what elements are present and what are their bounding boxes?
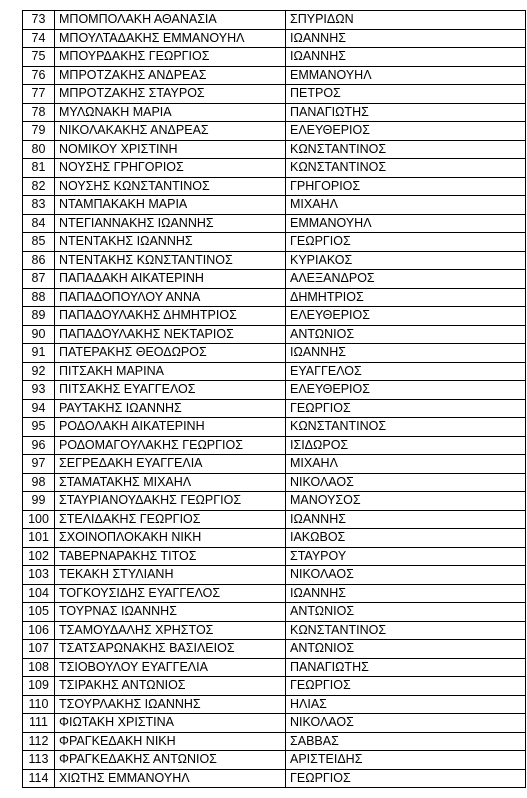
row-number: 111 bbox=[23, 714, 55, 733]
father-name: ΑΝΤΩΝΙΟΣ bbox=[286, 640, 526, 659]
full-name: ΝΤΕΝΤΑΚΗΣ ΚΩΝΣΤΑΝΤΙΝΟΣ bbox=[55, 251, 286, 270]
table-row bbox=[23, 473, 526, 492]
father-name: ΙΑΚΩΒΟΣ bbox=[286, 529, 526, 548]
full-name: ΜΠΡΟΤΖΑΚΗΣ ΑΝΔΡΕΑΣ bbox=[55, 66, 286, 85]
full-name: ΜΠΟΜΠΟΛΑΚΗ ΑΘΑΝΑΣΙΑ bbox=[55, 11, 286, 30]
father-name: ΗΛΙΑΣ bbox=[286, 695, 526, 714]
father-name: ΠΕΤΡΟΣ bbox=[286, 85, 526, 104]
table-row bbox=[23, 455, 526, 474]
row-number: 88 bbox=[23, 288, 55, 307]
row-number: 98 bbox=[23, 473, 55, 492]
full-name: ΣΧΟΙΝΟΠΛΟΚΑΚΗ ΝΙΚΗ bbox=[55, 529, 286, 548]
table-row bbox=[23, 270, 526, 289]
row-number: 107 bbox=[23, 640, 55, 659]
father-name: ΚΩΝΣΤΑΝΤΙΝΟΣ bbox=[286, 418, 526, 437]
full-name: ΡΟΔΟΜΑΓΟΥΛΑΚΗΣ ΓΕΩΡΓΙΟΣ bbox=[55, 436, 286, 455]
row-number: 110 bbox=[23, 695, 55, 714]
row-number: 108 bbox=[23, 658, 55, 677]
row-number: 96 bbox=[23, 436, 55, 455]
table-row bbox=[23, 714, 526, 733]
father-name: ΚΩΝΣΤΑΝΤΙΝΟΣ bbox=[286, 159, 526, 178]
father-name: ΙΩΑΝΝΗΣ bbox=[286, 344, 526, 363]
row-number: 99 bbox=[23, 492, 55, 511]
father-name: ΓΕΩΡΓΙΟΣ bbox=[286, 769, 526, 788]
father-name: ΙΣΙΔΩΡΟΣ bbox=[286, 436, 526, 455]
full-name: ΝΟΜΙΚΟΥ ΧΡΙΣΤΙΝΗ bbox=[55, 140, 286, 159]
row-number: 78 bbox=[23, 103, 55, 122]
father-name: ΚΩΝΣΤΑΝΤΙΝΟΣ bbox=[286, 621, 526, 640]
row-number: 109 bbox=[23, 677, 55, 696]
father-name: ΑΡΙΣΤΕΙΔΗΣ bbox=[286, 751, 526, 770]
full-name: ΝΤΕΝΤΑΚΗΣ ΙΩΑΝΝΗΣ bbox=[55, 233, 286, 252]
father-name: ΝΙΚΟΛΑΟΣ bbox=[286, 714, 526, 733]
full-name: ΤΑΒΕΡΝΑΡΑΚΗΣ ΤΙΤΟΣ bbox=[55, 547, 286, 566]
row-number: 76 bbox=[23, 66, 55, 85]
row-number: 100 bbox=[23, 510, 55, 529]
full-name: ΤΣΑΜΟΥΔΑΛΗΣ ΧΡΗΣΤΟΣ bbox=[55, 621, 286, 640]
full-name: ΤΕΚΑΚΗ ΣΤΥΛΙΑΝΗ bbox=[55, 566, 286, 585]
full-name: ΠΑΠΑΔΟΥΛΑΚΗΣ ΝΕΚΤΑΡΙΟΣ bbox=[55, 325, 286, 344]
father-name: ΣΑΒΒΑΣ bbox=[286, 732, 526, 751]
father-name: ΚΩΝΣΤΑΝΤΙΝΟΣ bbox=[286, 140, 526, 159]
table-row bbox=[23, 381, 526, 400]
full-name: ΠΑΠΑΔΟΠΟΥΛΟΥ ΑΝΝΑ bbox=[55, 288, 286, 307]
row-number: 113 bbox=[23, 751, 55, 770]
full-name: ΤΣΑΤΣΑΡΩΝΑΚΗΣ ΒΑΣΙΛΕΙΟΣ bbox=[55, 640, 286, 659]
row-number: 81 bbox=[23, 159, 55, 178]
row-number: 104 bbox=[23, 584, 55, 603]
table-row bbox=[23, 66, 526, 85]
table-row bbox=[23, 732, 526, 751]
full-name: ΠΙΤΣΑΚΗΣ ΕΥΑΓΓΕΛΟΣ bbox=[55, 381, 286, 400]
full-name: ΣΤΕΛΙΔΑΚΗΣ ΓΕΩΡΓΙΟΣ bbox=[55, 510, 286, 529]
table-row bbox=[23, 492, 526, 511]
table-row bbox=[23, 48, 526, 67]
father-name: ΠΑΝΑΓΙΩΤΗΣ bbox=[286, 658, 526, 677]
full-name: ΠΑΠΑΔΑΚΗ ΑΙΚΑΤΕΡΙΝΗ bbox=[55, 270, 286, 289]
full-name: ΝΤΑΜΠΑΚΑΚΗ ΜΑΡΙΑ bbox=[55, 196, 286, 215]
full-name: ΦΡΑΓΚΕΔΑΚΗΣ ΑΝΤΩΝΙΟΣ bbox=[55, 751, 286, 770]
table-row bbox=[23, 251, 526, 270]
full-name: ΤΣΟΥΡΛΑΚΗΣ ΙΩΑΝΝΗΣ bbox=[55, 695, 286, 714]
table-row bbox=[23, 288, 526, 307]
full-name: ΡΑΥΤΑΚΗΣ ΙΩΑΝΝΗΣ bbox=[55, 399, 286, 418]
table-row bbox=[23, 677, 526, 696]
table-row bbox=[23, 695, 526, 714]
row-number: 94 bbox=[23, 399, 55, 418]
row-number: 74 bbox=[23, 29, 55, 48]
father-name: ΕΜΜΑΝΟΥΗΛ bbox=[286, 214, 526, 233]
father-name: ΝΙΚΟΛΑΟΣ bbox=[286, 566, 526, 585]
full-name: ΝΟΥΣΗΣ ΓΡΗΓΟΡΙΟΣ bbox=[55, 159, 286, 178]
father-name: ΓΕΩΡΓΙΟΣ bbox=[286, 233, 526, 252]
row-number: 84 bbox=[23, 214, 55, 233]
full-name: ΜΥΛΩΝΑΚΗ ΜΑΡΙΑ bbox=[55, 103, 286, 122]
table-row bbox=[23, 640, 526, 659]
father-name: ΣΠΥΡΙΔΩΝ bbox=[286, 11, 526, 30]
table-row bbox=[23, 177, 526, 196]
father-name: ΔΗΜΗΤΡΙΟΣ bbox=[286, 288, 526, 307]
document-page bbox=[22, 10, 526, 788]
table-row bbox=[23, 584, 526, 603]
table-row bbox=[23, 510, 526, 529]
row-number: 95 bbox=[23, 418, 55, 437]
full-name: ΝΙΚΟΛΑΚΑΚΗΣ ΑΝΔΡΕΑΣ bbox=[55, 122, 286, 141]
table-row bbox=[23, 658, 526, 677]
full-name: ΤΟΓΚΟΥΣΙΔΗΣ ΕΥΑΓΓΕΛΟΣ bbox=[55, 584, 286, 603]
table-row bbox=[23, 399, 526, 418]
row-number: 114 bbox=[23, 769, 55, 788]
row-number: 103 bbox=[23, 566, 55, 585]
table-row bbox=[23, 233, 526, 252]
table-row bbox=[23, 418, 526, 437]
table-row bbox=[23, 362, 526, 381]
table-row bbox=[23, 85, 526, 104]
father-name: ΚΥΡΙΑΚΟΣ bbox=[286, 251, 526, 270]
table-row bbox=[23, 751, 526, 770]
full-name: ΝΤΕΓΙΑΝΝΑΚΗΣ ΙΩΑΝΝΗΣ bbox=[55, 214, 286, 233]
full-name: ΤΟΥΡΝΑΣ ΙΩΑΝΝΗΣ bbox=[55, 603, 286, 622]
father-name: ΝΙΚΟΛΑΟΣ bbox=[286, 473, 526, 492]
names-table-body bbox=[23, 11, 526, 788]
row-number: 85 bbox=[23, 233, 55, 252]
full-name: ΦΡΑΓΚΕΔΑΚΗ ΝΙΚΗ bbox=[55, 732, 286, 751]
father-name: ΜΙΧΑΗΛ bbox=[286, 455, 526, 474]
full-name: ΦΙΩΤΑΚΗ ΧΡΙΣΤΙΝΑ bbox=[55, 714, 286, 733]
row-number: 86 bbox=[23, 251, 55, 270]
table-row bbox=[23, 603, 526, 622]
table-row bbox=[23, 11, 526, 30]
table-row bbox=[23, 566, 526, 585]
father-name: ΜΑΝΟΥΣΟΣ bbox=[286, 492, 526, 511]
full-name: ΠΑΤΕΡΑΚΗΣ ΘΕΟΔΩΡΟΣ bbox=[55, 344, 286, 363]
row-number: 112 bbox=[23, 732, 55, 751]
father-name: ΕΛΕΥΘΕΡΙΟΣ bbox=[286, 122, 526, 141]
father-name: ΙΩΑΝΝΗΣ bbox=[286, 584, 526, 603]
father-name: ΑΝΤΩΝΙΟΣ bbox=[286, 603, 526, 622]
father-name: ΣΤΑΥΡΟΥ bbox=[286, 547, 526, 566]
row-number: 75 bbox=[23, 48, 55, 67]
full-name: ΜΠΡΟΤΖΑΚΗΣ ΣΤΑΥΡΟΣ bbox=[55, 85, 286, 104]
row-number: 90 bbox=[23, 325, 55, 344]
father-name: ΕΜΜΑΝΟΥΗΛ bbox=[286, 66, 526, 85]
full-name: ΝΟΥΣΗΣ ΚΩΝΣΤΑΝΤΙΝΟΣ bbox=[55, 177, 286, 196]
table-row bbox=[23, 214, 526, 233]
row-number: 82 bbox=[23, 177, 55, 196]
father-name: ΓΡΗΓΟΡΙΟΣ bbox=[286, 177, 526, 196]
full-name: ΤΣΙΡΑΚΗΣ ΑΝΤΩΝΙΟΣ bbox=[55, 677, 286, 696]
table-row bbox=[23, 621, 526, 640]
father-name: ΕΥΑΓΓΕΛΟΣ bbox=[286, 362, 526, 381]
row-number: 91 bbox=[23, 344, 55, 363]
row-number: 97 bbox=[23, 455, 55, 474]
father-name: ΓΕΩΡΓΙΟΣ bbox=[286, 677, 526, 696]
full-name: ΣΤΑΜΑΤΑΚΗΣ ΜΙΧΑΗΛ bbox=[55, 473, 286, 492]
full-name: ΠΙΤΣΑΚΗ ΜΑΡΙΝΑ bbox=[55, 362, 286, 381]
table-row bbox=[23, 159, 526, 178]
table-row bbox=[23, 307, 526, 326]
father-name: ΕΛΕΥΘΕΡΙΟΣ bbox=[286, 381, 526, 400]
table-row bbox=[23, 325, 526, 344]
full-name: ΜΠΟΥΡΔΑΚΗΣ ΓΕΩΡΓΙΟΣ bbox=[55, 48, 286, 67]
father-name: ΓΕΩΡΓΙΟΣ bbox=[286, 399, 526, 418]
row-number: 92 bbox=[23, 362, 55, 381]
full-name: ΜΠΟΥΛΤΑΔΑΚΗΣ ΕΜΜΑΝΟΥΗΛ bbox=[55, 29, 286, 48]
row-number: 83 bbox=[23, 196, 55, 215]
row-number: 73 bbox=[23, 11, 55, 30]
full-name: ΣΕΓΡΕΔΑΚΗ ΕΥΑΓΓΕΛΙΑ bbox=[55, 455, 286, 474]
father-name: ΠΑΝΑΓΙΩΤΗΣ bbox=[286, 103, 526, 122]
row-number: 101 bbox=[23, 529, 55, 548]
table-row bbox=[23, 529, 526, 548]
table-row bbox=[23, 140, 526, 159]
row-number: 77 bbox=[23, 85, 55, 104]
full-name: ΠΑΠΑΔΟΥΛΑΚΗΣ ΔΗΜΗΤΡΙΟΣ bbox=[55, 307, 286, 326]
full-name: ΡΟΔΟΛΑΚΗ ΑΙΚΑΤΕΡΙΝΗ bbox=[55, 418, 286, 437]
row-number: 93 bbox=[23, 381, 55, 400]
father-name: ΑΛΕΞΑΝΔΡΟΣ bbox=[286, 270, 526, 289]
father-name: ΑΝΤΩΝΙΟΣ bbox=[286, 325, 526, 344]
table-row bbox=[23, 769, 526, 788]
table-row bbox=[23, 29, 526, 48]
father-name: ΜΙΧΑΗΛ bbox=[286, 196, 526, 215]
table-row bbox=[23, 344, 526, 363]
row-number: 102 bbox=[23, 547, 55, 566]
row-number: 79 bbox=[23, 122, 55, 141]
row-number: 87 bbox=[23, 270, 55, 289]
father-name: ΙΩΑΝΝΗΣ bbox=[286, 48, 526, 67]
row-number: 105 bbox=[23, 603, 55, 622]
full-name: ΣΤΑΥΡΙΑΝΟΥΔΑΚΗΣ ΓΕΩΡΓΙΟΣ bbox=[55, 492, 286, 511]
father-name: ΙΩΑΝΝΗΣ bbox=[286, 29, 526, 48]
table-row bbox=[23, 436, 526, 455]
father-name: ΕΛΕΥΘΕΡΙΟΣ bbox=[286, 307, 526, 326]
full-name: ΧΙΩΤΗΣ ΕΜΜΑΝΟΥΗΛ bbox=[55, 769, 286, 788]
table-row bbox=[23, 103, 526, 122]
names-table bbox=[22, 10, 526, 788]
full-name: ΤΣΙΟΒΟΥΛΟΥ ΕΥΑΓΓΕΛΙΑ bbox=[55, 658, 286, 677]
father-name: ΙΩΑΝΝΗΣ bbox=[286, 510, 526, 529]
row-number: 106 bbox=[23, 621, 55, 640]
table-row bbox=[23, 196, 526, 215]
table-row bbox=[23, 547, 526, 566]
table-row bbox=[23, 122, 526, 141]
row-number: 89 bbox=[23, 307, 55, 326]
row-number: 80 bbox=[23, 140, 55, 159]
